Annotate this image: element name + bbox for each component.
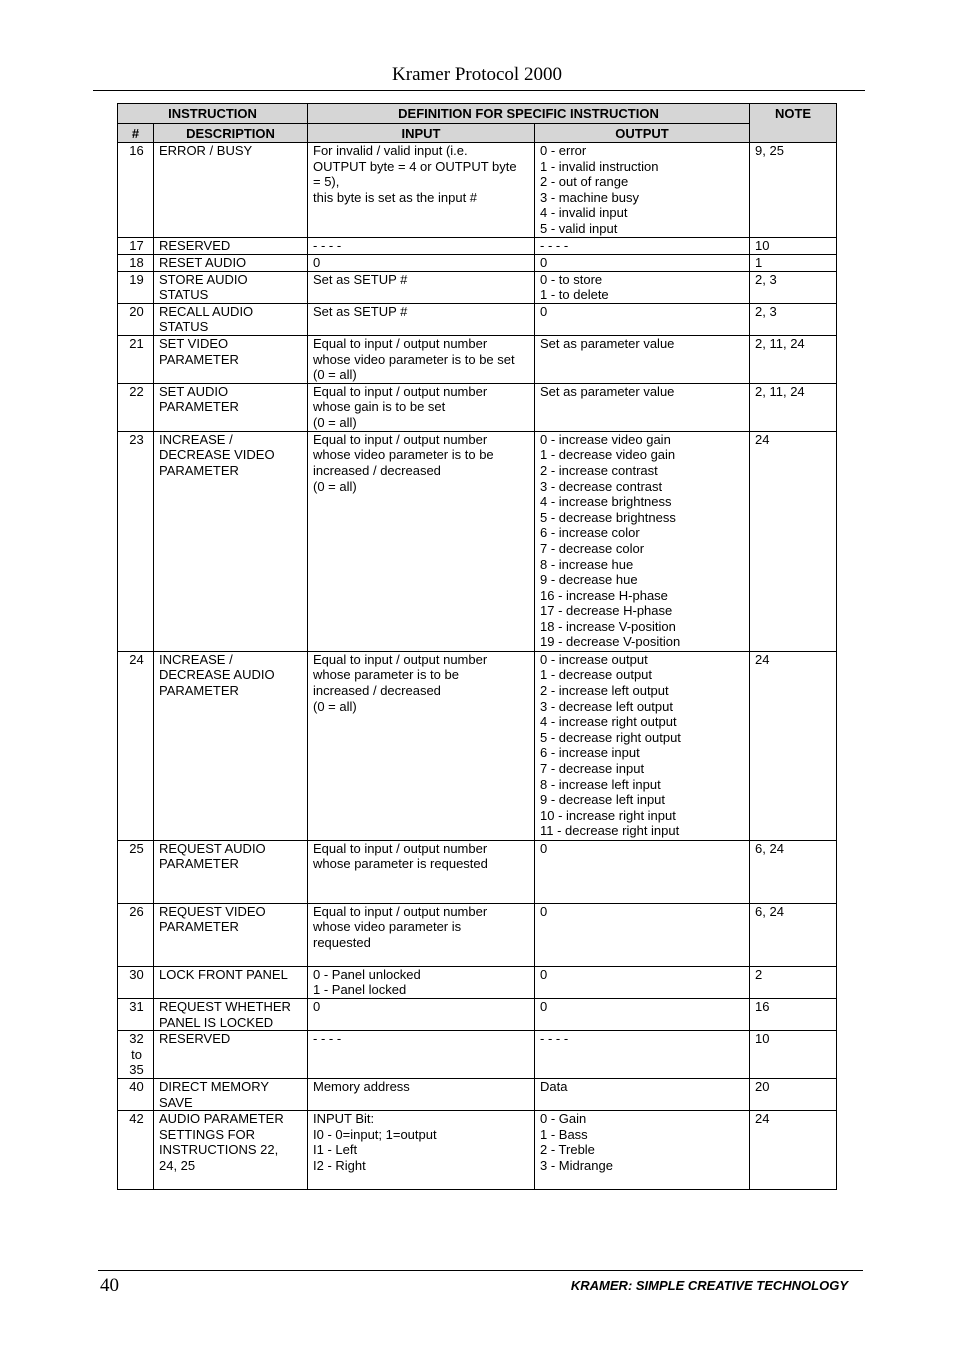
row-description-cell: REQUEST AUDIO PARAMETER (154, 840, 308, 903)
row-description-cell: STORE AUDIO STATUS (154, 271, 308, 303)
row-note-cell: 16 (750, 998, 837, 1030)
table-row (118, 1031, 837, 1079)
table-row (118, 255, 837, 272)
row-description-cell: SET VIDEO PARAMETER (154, 335, 308, 383)
row-number-cell: 23 (118, 431, 154, 651)
row-number-cell: 18 (118, 255, 154, 272)
row-input-cell: INPUT Bit: I0 - 0=input; 1=output I1 - Left I2 - Right (308, 1111, 535, 1190)
row-note-cell: 1 (750, 255, 837, 272)
row-input-cell: Equal to input / output number whose video parameter is requested (308, 903, 535, 966)
row-number-cell: 19 (118, 271, 154, 303)
row-output-cell: 0 (535, 255, 750, 272)
table-body (118, 143, 837, 1190)
row-number-cell: 25 (118, 840, 154, 903)
row-output-cell: - - - - (535, 238, 750, 255)
row-note-cell: 9, 25 (750, 143, 837, 238)
row-output-cell: 0 (535, 966, 750, 998)
table-row (118, 966, 837, 998)
row-input-cell: Memory address (308, 1078, 535, 1110)
row-number-cell: 22 (118, 383, 154, 431)
row-note-cell: 24 (750, 1111, 837, 1190)
row-output-cell: Data (535, 1078, 750, 1110)
row-output-cell: Set as parameter value (535, 383, 750, 431)
row-description-cell: REQUEST VIDEO PARAMETER (154, 903, 308, 966)
row-number-cell: 16 (118, 143, 154, 238)
row-note-cell: 24 (750, 651, 837, 840)
output-column-header: OUTPUT (535, 124, 750, 143)
row-description-cell: REQUEST WHETHER PANEL IS LOCKED (154, 998, 308, 1030)
num-column-header: # (118, 124, 154, 143)
row-note-cell: 6, 24 (750, 840, 837, 903)
row-note-cell: 10 (750, 1031, 837, 1079)
note-column-header: NOTE (750, 104, 837, 143)
row-output-cell: 0 (535, 840, 750, 903)
row-note-cell: 20 (750, 1078, 837, 1110)
input-column-header: INPUT (308, 124, 535, 143)
table-row (118, 1111, 837, 1190)
row-note-cell: 2, 3 (750, 303, 837, 335)
row-description-cell: SET AUDIO PARAMETER (154, 383, 308, 431)
description-column-header: DESCRIPTION (154, 124, 308, 143)
row-input-cell: - - - - (308, 238, 535, 255)
row-number-cell: 21 (118, 335, 154, 383)
row-number-cell: 30 (118, 966, 154, 998)
row-description-cell: ERROR / BUSY (154, 143, 308, 238)
row-note-cell: 2, 11, 24 (750, 335, 837, 383)
definition-group-header: DEFINITION FOR SPECIFIC INSTRUCTION (308, 104, 750, 124)
table-row (118, 335, 837, 383)
row-input-cell: - - - - (308, 1031, 535, 1079)
instruction-group-header: INSTRUCTION (118, 104, 308, 124)
row-description-cell: RESET AUDIO (154, 255, 308, 272)
row-note-cell: 10 (750, 238, 837, 255)
row-number-cell: 31 (118, 998, 154, 1030)
row-number-cell: 24 (118, 651, 154, 840)
footer-tagline: KRAMER: SIMPLE CREATIVE TECHNOLOGY (570, 1278, 848, 1293)
table-row (118, 383, 837, 431)
row-description-cell: INCREASE / DECREASE VIDEO PARAMETER (154, 431, 308, 651)
page-number: 40 (100, 1275, 119, 1296)
row-description-cell: RESERVED (154, 238, 308, 255)
row-number-cell: 32 to 35 (118, 1031, 154, 1079)
table-row (118, 840, 837, 903)
row-note-cell: 24 (750, 431, 837, 651)
row-output-cell: 0 (535, 998, 750, 1030)
row-description-cell: RESERVED (154, 1031, 308, 1079)
row-description-cell: INCREASE / DECREASE AUDIO PARAMETER (154, 651, 308, 840)
row-input-cell: 0 (308, 255, 535, 272)
row-output-cell: 0 (535, 903, 750, 966)
row-description-cell: DIRECT MEMORY SAVE (154, 1078, 308, 1110)
row-note-cell: 2, 3 (750, 271, 837, 303)
row-input-cell: For invalid / valid input (i.e. OUTPUT byte = 4 or OUTPUT byte = 5), this byte is set as the input # (308, 143, 535, 238)
row-input-cell: Equal to input / output number whose video parameter is to be set (0 = all) (308, 335, 535, 383)
table-row (118, 303, 837, 335)
row-input-cell: Equal to input / output number whose parameter is requested (308, 840, 535, 903)
row-output-cell: 0 - increase output 1 - decrease output 2 - increase left output 3 - decrease left output 4 - increase right output 5 - decrease right output 6 - increase input 7 - decrease input 8 - increase left input 9 - decrease left input 10 - increase right input 11 - decrease right input (535, 651, 750, 840)
protocol-table (117, 103, 837, 1190)
row-output-cell: - - - - (535, 1031, 750, 1079)
row-note-cell: 2, 11, 24 (750, 383, 837, 431)
row-note-cell: 2 (750, 966, 837, 998)
row-output-cell: 0 - to store 1 - to delete (535, 271, 750, 303)
table-row (118, 903, 837, 966)
row-input-cell: Set as SETUP # (308, 271, 535, 303)
row-output-cell: 0 - error 1 - invalid instruction 2 - out of range 3 - machine busy 4 - invalid input 5 - valid input (535, 143, 750, 238)
row-output-cell: 0 - Gain 1 - Bass 2 - Treble 3 - Midrange (535, 1111, 750, 1190)
row-output-cell: 0 (535, 303, 750, 335)
table-row (118, 651, 837, 840)
table-row (118, 1078, 837, 1110)
row-description-cell: AUDIO PARAMETER SETTINGS FOR INSTRUCTIONS 22, 24, 25 (154, 1111, 308, 1190)
table-row (118, 143, 837, 238)
row-input-cell: 0 - Panel unlocked 1 - Panel locked (308, 966, 535, 998)
row-input-cell: Equal to input / output number whose video parameter is to be increased / decreased (0 = all) (308, 431, 535, 651)
footer-divider (98, 1270, 863, 1271)
row-input-cell: 0 (308, 998, 535, 1030)
row-output-cell: 0 - increase video gain 1 - decrease video gain 2 - increase contrast 3 - decrease contrast 4 - increase brightness 5 - decrease brightness 6 - increase color 7 - decrease color 8 - increase hue 9 - decrease hue 16 - increase H-phase 17 - decrease H-phase 18 - increase V-position 19 - decrease V-position (535, 431, 750, 651)
table-row (118, 271, 837, 303)
row-note-cell: 6, 24 (750, 903, 837, 966)
header-divider (93, 90, 865, 91)
row-input-cell: Set as SETUP # (308, 303, 535, 335)
row-number-cell: 20 (118, 303, 154, 335)
page-title: Kramer Protocol 2000 (392, 64, 562, 85)
table-row (118, 238, 837, 255)
table-row (118, 998, 837, 1030)
row-number-cell: 26 (118, 903, 154, 966)
table-row (118, 431, 837, 651)
row-description-cell: LOCK FRONT PANEL (154, 966, 308, 998)
row-number-cell: 42 (118, 1111, 154, 1190)
row-input-cell: Equal to input / output number whose gain is to be set (0 = all) (308, 383, 535, 431)
row-number-cell: 17 (118, 238, 154, 255)
row-description-cell: RECALL AUDIO STATUS (154, 303, 308, 335)
row-number-cell: 40 (118, 1078, 154, 1110)
row-input-cell: Equal to input / output number whose parameter is to be increased / decreased (0 = all) (308, 651, 535, 840)
row-output-cell: Set as parameter value (535, 335, 750, 383)
